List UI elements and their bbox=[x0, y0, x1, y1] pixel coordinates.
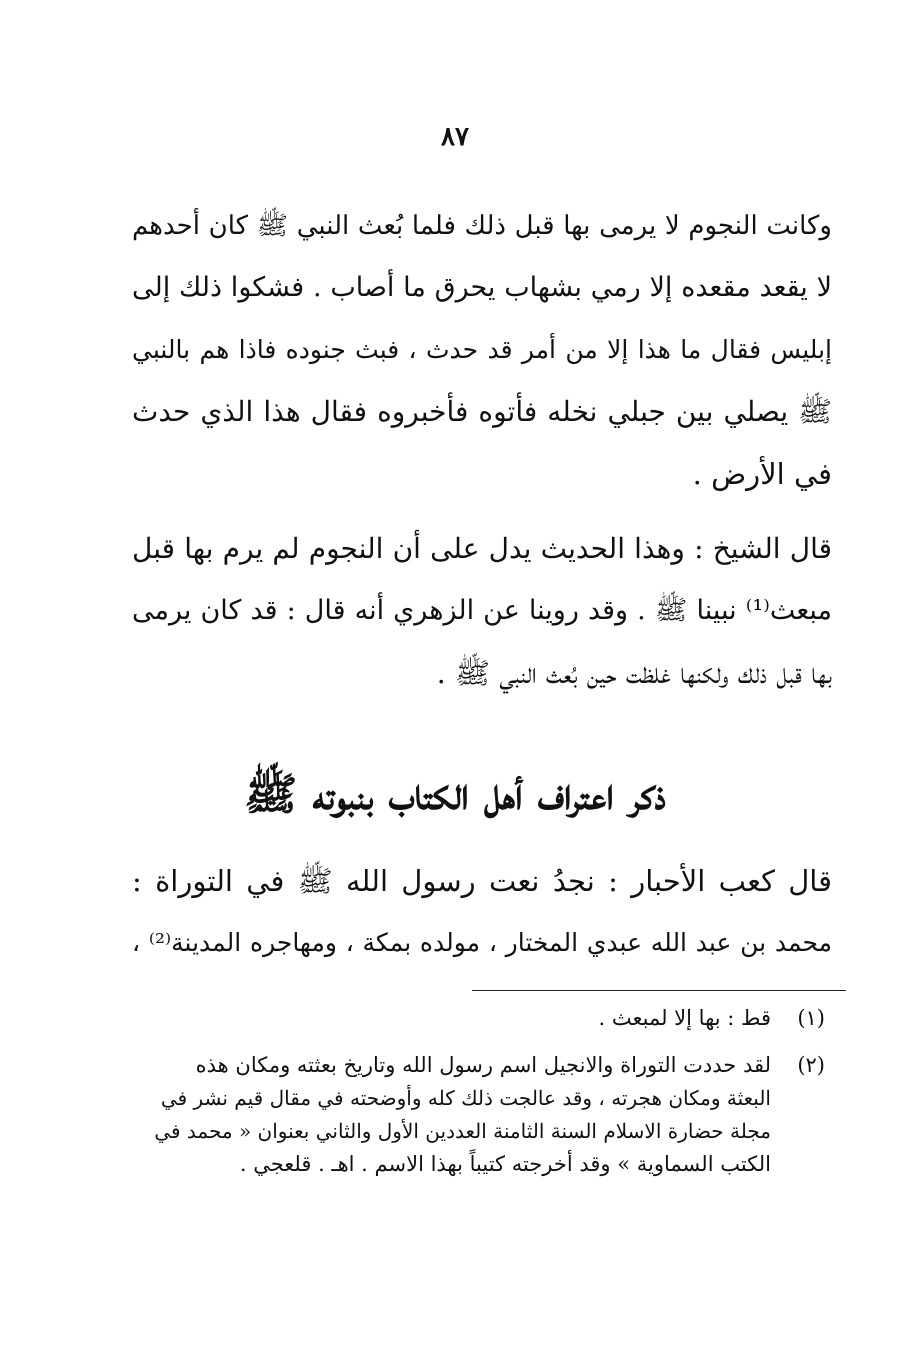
paragraph-1 bbox=[132, 195, 832, 505]
paragraph-line: قال الشيخ : وهذا الحديث يدل على أن النجوم لم يرم بها قبل bbox=[132, 532, 832, 565]
paragraph-line: في الأرض . bbox=[692, 457, 832, 491]
footnote-marker: (٢) bbox=[797, 1053, 825, 1077]
paragraph-line: وكانت النجوم لا يرمى بها قبل ذلك فلما بُعث النبي ﷺ كان أحدهم bbox=[132, 211, 832, 241]
footnote-1 bbox=[135, 1002, 825, 1035]
section-heading: ذكر اعتراف أهل الكتاب بنبوته ﷺ bbox=[244, 769, 666, 820]
paragraph-line: لا يقعد مقعده إلا رمي بشهاب يحرق ما أصاب . فشكوا ذلك إلى bbox=[132, 272, 832, 303]
paragraph-3 bbox=[132, 850, 832, 974]
footnote-text: لقد حددت التوراة والانجيل اسم رسول الله وتاريخ بعثته ومكان هذه bbox=[195, 1053, 771, 1077]
paragraph-line: إبليس فقال ما هذا إلا من أمر قد حدث ، فبث جنوده فاذا هم بالنبي bbox=[132, 335, 832, 364]
paragraph-line: محمد بن عبد الله عبدي المختار ، مولده بمكة ، ومهاجره المدينة⁽²⁾ ، bbox=[132, 928, 832, 957]
paragraph-line: ﷺ يصلي بين جبلي نخله فأتوه فأخبروه فقال هذا الذي حدث bbox=[132, 395, 832, 428]
paragraph-line: قال كعب الأحبار : نجدُ نعت رسول الله ﷺ في التوراة : bbox=[132, 864, 832, 898]
footnote-text: الكتب السماوية » وقد أخرجته كتيباً بهذا الاسم . اهـ . قلعجي . bbox=[239, 1152, 771, 1176]
footnote-text: البعثة ومكان هجرته ، وقد عالجت ذلك كله وأوضحته في مقال قيم نشر في bbox=[160, 1086, 771, 1110]
paragraph-line: مبعث⁽¹⁾ نبينا ﷺ . وقد روينا عن الزهري أنه قال : قد كان يرمى bbox=[132, 595, 832, 626]
footnote-text: قط : بها إلا لمبعث . bbox=[598, 1006, 771, 1030]
footnote-2 bbox=[135, 1049, 825, 1181]
footnote-text: مجلة حضارة الاسلام السنة الثامنة العددين الأول والثاني بعنوان « محمد في bbox=[154, 1119, 771, 1143]
footnote-marker: (١) bbox=[797, 1006, 825, 1030]
page-number: ٨٧ bbox=[441, 122, 469, 152]
paragraph-2 bbox=[132, 518, 832, 704]
footnote-divider bbox=[472, 990, 846, 991]
paragraph-line: بها قبل ذلك ولكنها غلظت حين بُعث النبي ﷺ . bbox=[436, 656, 832, 690]
